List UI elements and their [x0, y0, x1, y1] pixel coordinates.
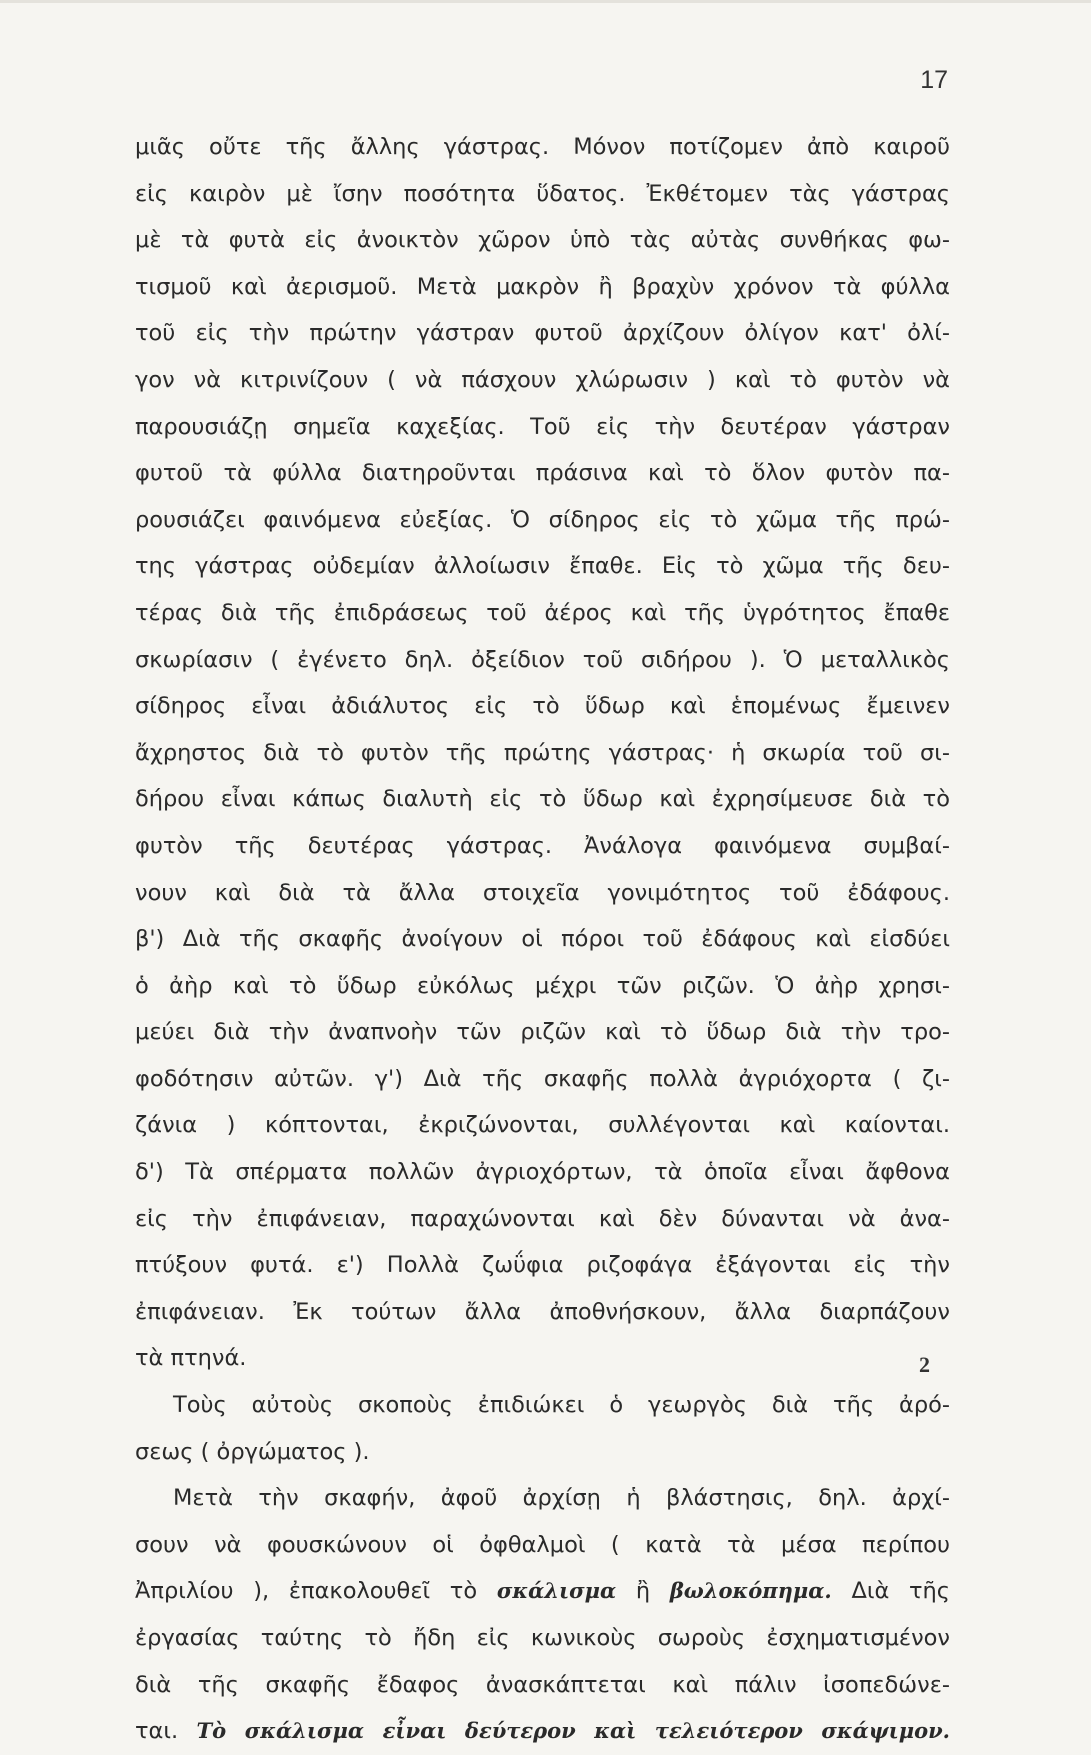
text-line: μὲ τὰ φυτὰ εἰς ἀνοικτὸν χῶρον ὑπὸ τὰς αὐτὰς συνθήκας φω-: [135, 227, 950, 254]
paragraph-end-line: τὰ πτηνά.: [135, 1345, 247, 1372]
text-line: ἐπιφάνειαν. Ἐκ τούτων ἄλλα ἀποθνήσκουν, ἄλλα διαρπάζουν: [135, 1298, 950, 1325]
text-run: Διὰ τῆς: [831, 1578, 950, 1605]
text-line: ὁ ἀὴρ καὶ τὸ ὕδωρ εὐκόλως μέχρι τῶν ριζῶν. Ὁ ἀὴρ χρησι-: [135, 972, 950, 999]
text-line: ρουσιάζει φαινόμενα εὐεξίας. Ὁ σίδηρος εἰς τὸ χῶμα τῆς πρώ-: [135, 506, 950, 533]
text-line: τέρας διὰ τῆς ἐπιδράσεως τοῦ ἀέρος καὶ τῆς ὑγρότητος ἔπαθε: [135, 599, 950, 626]
text-run: Ἀπριλίου ), ἐπακολουθεῖ τὸ: [135, 1578, 497, 1605]
text-line: πτύξουν φυτά. ε') Πολλὰ ζωΰφια ριζοφάγα ἐξάγονται εἰς τὴν: [135, 1252, 950, 1279]
text-line: γον νὰ κιτρινίζουν ( νὰ πάσχουν χλώρωσιν ) καὶ τὸ φυτὸν νὰ: [135, 366, 950, 393]
emphasis-term-skalisma: σκάλισμα: [496, 1578, 617, 1604]
text-line: τισμοῦ καὶ ἀερισμοῦ. Μετὰ μακρὸν ἢ βραχὺν χρόνον τὰ φύλλα: [135, 273, 950, 300]
text-line: ζάνια ) κόπτονται, ἐκριζώνονται, συλλέγονται καὶ καίονται.: [135, 1112, 950, 1139]
text-line: ἄχρηστος διὰ τὸ φυτὸν τῆς πρώτης γάστρας· ἡ σκωρία τοῦ σι-: [135, 739, 950, 766]
text-line: μεύει διὰ τὴν ἀναπνοὴν τῶν ριζῶν καὶ τὸ ὕδωρ διὰ τὴν τρο-: [135, 1019, 950, 1046]
text-line: της γάστρας οὐδεμίαν ἀλλοίωσιν ἔπαθε. Εἰς τὸ χῶμα τῆς δευ-: [135, 553, 950, 580]
text-line: φοδότησιν αὐτῶν. γ') Διὰ τῆς σκαφῆς πολλὰ ἀγριόχορτα ( ζι-: [135, 1065, 950, 1092]
text-line: σκωρίασιν ( ἐγένετο δηλ. ὀξείδιον τοῦ σιδήρου ). Ὁ μεταλλικὸς: [135, 646, 950, 673]
text-line-with-emphasis: [135, 1708, 950, 1755]
body-text: [135, 124, 950, 1755]
page-edge: [0, 0, 1091, 3]
page-number: 17: [920, 66, 948, 94]
text-line-with-emphasis: [135, 1568, 950, 1615]
text-line: β') Διὰ τῆς σκαφῆς ἀνοίγουν οἱ πόροι τοῦ ἐδάφους καὶ εἰσδύει: [135, 926, 950, 953]
text-line: ἐργασίας ταύτης τὸ ἤδη εἰς κωνικοὺς σωροὺς ἐσχηματισμένον: [135, 1625, 950, 1651]
paragraph-start-line: Τοὺς αὐτοὺς σκοποὺς ἐπιδιώκει ὁ γεωργὸς διὰ τῆς ἀρό-: [173, 1392, 950, 1419]
text-run: ται.: [135, 1718, 197, 1745]
text-line: φυτοῦ τὰ φύλλα διατηροῦνται πράσινα καὶ τὸ ὅλον φυτὸν πα-: [135, 460, 950, 487]
text-line: νουν καὶ διὰ τὰ ἄλλα στοιχεῖα γονιμότητος τοῦ ἐδάφους.: [135, 879, 950, 906]
text-line: δήρου εἶναι κάπως διαλυτὴ εἰς τὸ ὕδωρ καὶ ἐχρησίμευσε διὰ τὸ: [135, 786, 950, 813]
paragraph-start-line: Μετὰ τὴν σκαφήν, ἀφοῦ ἀρχίσῃ ἡ βλάστησις, δηλ. ἀρχί-: [173, 1485, 950, 1512]
text-line: φυτὸν τῆς δευτέρας γάστρας. Ἀνάλογα φαινόμενα συμβαί-: [135, 832, 950, 859]
text-line: σουν νὰ φουσκώνουν οἱ ὀφθαλμοὶ ( κατὰ τὰ μέσα περίπου: [135, 1531, 950, 1558]
text-run: ἢ: [616, 1578, 670, 1605]
text-line: σίδηρος εἶναι ἀδιάλυτος εἰς τὸ ὕδωρ καὶ ἑπομένως ἔμεινεν: [135, 693, 950, 720]
paragraph-end-line: σεως ( ὀργώματος ).: [135, 1438, 370, 1465]
text-line: διὰ τῆς σκαφῆς ἔδαφος ἀνασκάπτεται καὶ πάλιν ἰσοπεδώνε-: [135, 1671, 950, 1698]
text-line: εἰς καιρὸν μὲ ἴσην ποσότητα ὕδατος. Ἐκθέτομεν τὰς γάστρας: [135, 180, 950, 207]
emphasis-sentence: Τὸ σκάλισμα εἶναι δεύτερον καὶ τελειότερον σκάψιμον.: [196, 1718, 950, 1744]
emphasis-term-volokopima: βωλοκόπημα.: [669, 1578, 832, 1604]
text-line: μιᾶς οὔτε τῆς ἄλλης γάστρας. Μόνον ποτίζομεν ἀπὸ καιροῦ: [135, 134, 950, 160]
text-line: εἰς τὴν ἐπιφάνειαν, παραχώνονται καὶ δὲν δύνανται νὰ ἀνα-: [135, 1205, 950, 1232]
text-line: παρουσιάζῃ σημεῖα καχεξίας. Τοῦ εἰς τὴν δευτέραν γάστραν: [135, 413, 950, 440]
text-line: τοῦ εἰς τὴν πρώτην γάστραν φυτοῦ ἀρχίζουν ὀλίγον κατ' ὀλί-: [135, 320, 950, 347]
text-line: δ') Τὰ σπέρματα πολλῶν ἀγριοχόρτων, τὰ ὁποῖα εἶναι ἄφθονα: [135, 1159, 950, 1186]
signature-mark: 2: [919, 1352, 930, 1377]
